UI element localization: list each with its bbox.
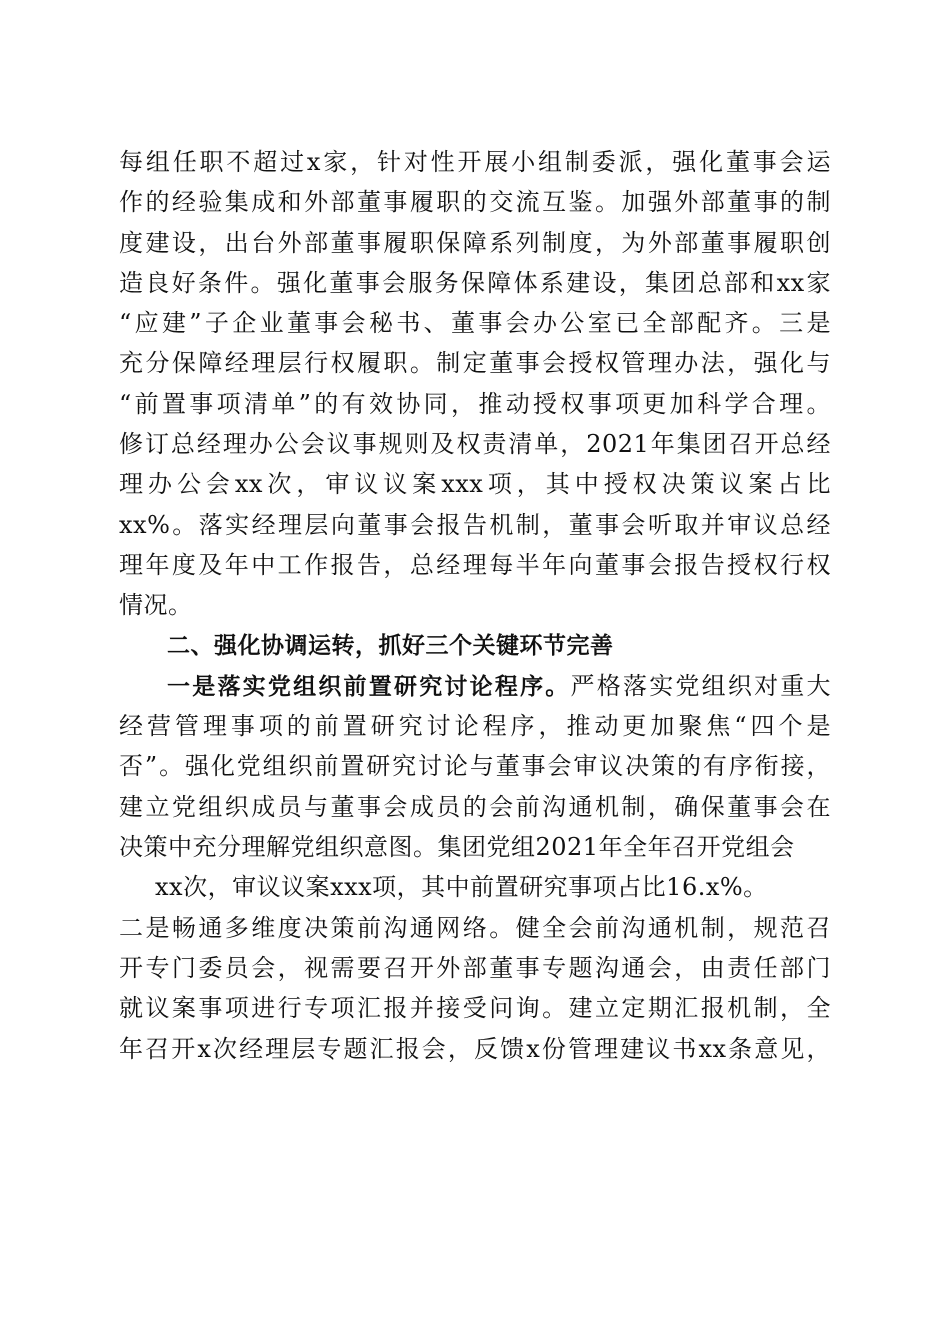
paragraph-2 xyxy=(119,666,831,867)
text-line: 否”。强化党组织前置研究讨论与董事会审议决策的有序衔接， xyxy=(119,752,831,781)
text-line: 理年度及年中工作报告，总经理每半年向董事会报告授权行权 xyxy=(119,550,831,579)
text-line: 充分保障经理层行权履职。制定董事会授权管理办法，强化与 xyxy=(119,349,831,378)
paragraph-3 xyxy=(119,867,831,1068)
paragraph-lead: 一是落实党组织前置研究讨论程序。 xyxy=(167,673,571,700)
text-line: 造良好条件。强化董事会服务保障体系建设，集团总部和xx家 xyxy=(119,268,831,297)
text-line-rest: 严格落实党组织对重大 xyxy=(570,671,832,700)
text-line: 理办公会xx次，审议议案xxx项，其中授权决策议案占比 xyxy=(119,470,831,499)
text-line: 就议案事项进行专项汇报并接受问询。建立定期汇报机制，全 xyxy=(119,994,831,1023)
paragraph-1 xyxy=(119,142,831,626)
text-line: 二是畅通多维度决策前沟通网络。健全会前沟通机制，规范召 xyxy=(119,913,831,942)
text-line: xx%。落实经理层向董事会报告机制，董事会听取并审议总经 xyxy=(119,510,831,539)
text-line: 度建设，出台外部董事履职保障系列制度，为外部董事履职创 xyxy=(119,228,831,257)
text-line: 经营管理事项的前置研究讨论程序，推动更加聚焦“四个是 xyxy=(119,712,831,741)
text-line: “应建”子企业董事会秘书、董事会办公室已全部配齐。三是 xyxy=(119,309,831,338)
text-line: 建立党组织成员与董事会成员的会前沟通机制，确保董事会在 xyxy=(119,792,831,821)
text-line: xx次，审议议案xxx项，其中前置研究事项占比16.x%。 xyxy=(155,873,768,902)
text-line: 作的经验集成和外部董事履职的交流互鉴。加强外部董事的制 xyxy=(119,188,831,217)
text-line: “前置事项清单”的有效协同，推动授权事项更加科学合理。 xyxy=(119,389,831,418)
document-body xyxy=(119,142,831,1069)
text-line: 情况。 xyxy=(119,591,193,620)
section-heading: 二、强化协调运转，抓好三个关键环节完善 xyxy=(167,632,614,659)
text-line: 决策中充分理解党组织意图。集团党组2021年全年召开党组会 xyxy=(119,833,795,862)
text-line: 开专门委员会，视需要召开外部董事专题沟通会，由责任部门 xyxy=(119,953,831,982)
text-line: 每组任职不超过x家，针对性开展小组制委派，强化董事会运 xyxy=(119,148,831,176)
text-line-first xyxy=(119,666,831,706)
text-line: 年召开x次经理层专题汇报会，反馈x份管理建议书xx条意见， xyxy=(119,1034,831,1063)
text-line: 修订总经理办公会议事规则及权责清单，2021年集团召开总经 xyxy=(119,430,831,459)
